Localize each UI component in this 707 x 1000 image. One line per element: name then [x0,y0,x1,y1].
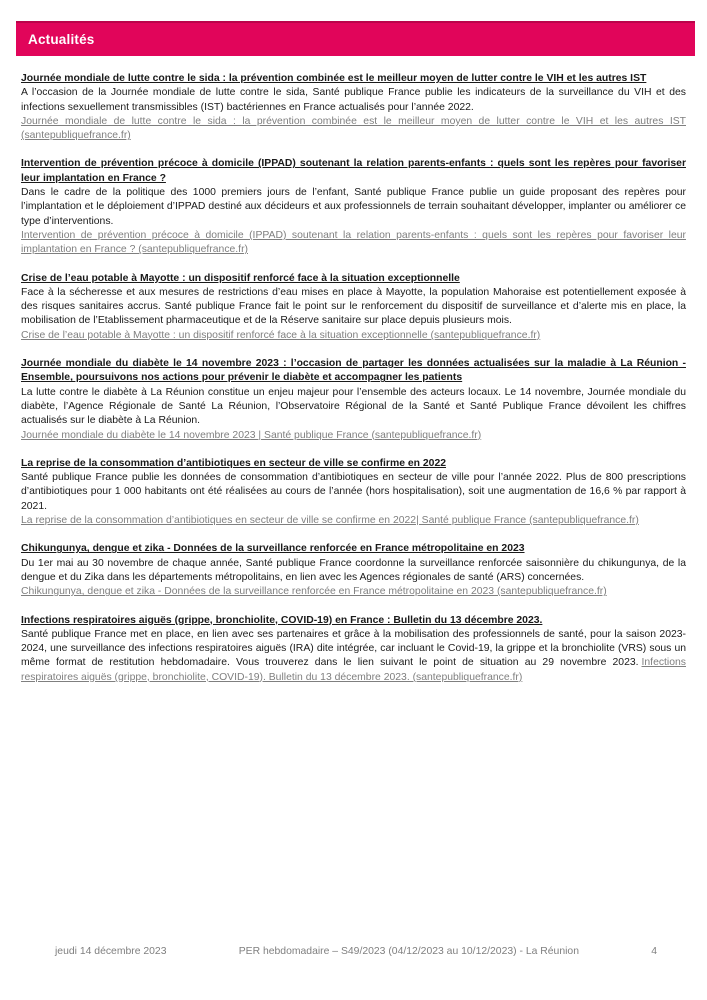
news-item [21,72,686,143]
news-item-body-text: A l’occasion de la Journée mondiale de lutte contre le sida, Santé publique France publie les indicateurs de la surveillance du VIH et des infections sexuellement transmissibles (IST) bactériennes en France actualisés pour l’année 2022. [21,87,686,113]
news-item-body [21,628,686,685]
news-item-body [21,286,686,329]
news-item-body [21,86,686,115]
news-item-title: Crise de l’eau potable à Mayotte : un dispositif renforcé face à la situation exceptionnelle [21,272,460,284]
page-footer [21,945,686,959]
section-banner-title: Actualités [28,32,95,47]
news-item [21,542,686,599]
footer-date: jeudi 14 décembre 2023 [55,946,167,957]
news-item-inline-link[interactable]: Infections respiratoires aiguës (grippe, bronchiolite, COVID-19). Bulletin du 13 décembre 2023. (santepubliquefrance.fr) [21,657,686,683]
news-item-link[interactable]: La reprise de la consommation d’antibiotiques en secteur de ville se confirme en 2022| Santé publique France (santepubliquefrance.fr) [21,515,639,527]
footer-document-title: PER hebdomadaire – S49/2023 (04/12/2023 au 10/12/2023) - La Réunion [238,946,579,957]
news-item-link[interactable]: Journée mondiale du diabète le 14 novembre 2023 | Santé publique France (santepubliquefrance.fr) [21,429,482,441]
news-item-body [21,186,686,229]
news-item-body [21,386,686,429]
news-item-link[interactable]: Intervention de prévention précoce à domicile (IPPAD) soutenant la relation parents-enfants : quels sont les repères pour favoriser leur implantation en France ? (santepubliquefrance.fr) [21,229,686,256]
news-item [21,157,686,257]
news-item [21,614,686,685]
news-item-link[interactable]: Chikungunya, dengue et zika - Données de la surveillance renforcée en France métropolitaine en 2023 (santepubliquefrance.fr) [21,586,607,598]
news-item [21,272,686,343]
news-item-link[interactable]: Crise de l’eau potable à Mayotte : un dispositif renforcé face à la situation exceptionnelle (santepubliquefrance.fr) [21,329,541,341]
footer-page-number: 4 [651,946,657,957]
news-item [21,457,686,528]
news-item-link[interactable]: Journée mondiale de lutte contre le sida : la prévention combinée est le meilleur moyen de lutter contre le VIH et les autres IST (santepubliquefrance.fr) [21,115,686,142]
news-item [21,357,686,443]
news-item-title: Chikungunya, dengue et zika - Données de la surveillance renforcée en France métropolitaine en 2023 [21,543,525,555]
news-item-title: Journée mondiale de lutte contre le sida : la prévention combinée est le meilleur moyen de lutter contre le VIH et les autres IST [21,73,647,84]
news-item-body-text: Santé publique France publie les données de consommation d’antibiotiques en secteur de ville pour l’année 2022. Plus de 800 prescriptions d’antibiotiques pour 1 000 habitants ont été réalisées au cours de l’année (hors hospitalisation), soit une augmentation de 16,6 % par rapport à 2021. [21,472,686,512]
news-item-body-text: Dans le cadre de la politique des 1000 premiers jours de l’enfant, Santé publique France publie un guide proposant des repères pour l’implantation et le déploiement d’IPPAD destiné aux décideurs et aux professionnels de terrain souhaitant développer, implanter ou améliorer ce type d’interventions. [21,187,686,227]
actualites-section-banner [16,21,695,56]
news-item-title: Intervention de prévention précoce à domicile (IPPAD) soutenant la relation parents-enfants : quels sont les repères pour favoriser leur implantation en France ? [21,158,686,184]
news-item-body-text: Du 1er mai au 30 novembre de chaque année, Santé publique France coordonne la surveillance renforcée saisonnière du chikungunya, de la dengue et du Zika dans les départements métropolitains, en lien avec les Agences régionales de santé (ARS) concernées. [21,557,686,583]
news-item-title: Infections respiratoires aiguës (grippe, bronchiolite, COVID-19) en France : Bulletin du 13 décembre 2023. [21,614,543,626]
news-item-body-text: Face à la sécheresse et aux mesures de restrictions d’eau mises en place à Mayotte, la population Mahoraise est potentiellement exposée à des risques sanitaires accrus. Santé publique France fait le point sur le renforcement du dispositif de surveillance et d’alerte mis en place, la mobilisation de l’Etablissement pharmaceutique et de la Réserve sanitaire sur place depuis plusieurs mois. [21,286,686,327]
news-item-title: La reprise de la consommation d’antibiotiques en secteur de ville se confirme en 2022 [21,457,447,469]
news-item-title: Journée mondiale du diabète le 14 novembre 2023 : l’occasion de partager les données actualisées sur la maladie à La Réunion - Ensemble, poursuivons nos actions pour prévenir le diabète et accompagner les patients [21,358,686,384]
news-item-body [21,471,686,514]
news-item-body-text: Santé publique France met en place, en lien avec ses partenaires et grâce à la mobilisation des professionnels de santé, pour la saison 2023-2024, une surveillance des infections respiratoires aiguës (IRA) dite intégrée, car incluant le Covid-19, la grippe et la bronchiolite (VRS) sous un même format de restitution hebdomadaire. Vous trouverez dans le lien suivant le point de situation au 29 novembre 2023. [21,628,686,669]
news-item-body-text: La lutte contre le diabète à La Réunion constitue un enjeu majeur pour l’ensemble des acteurs locaux. Le 14 novembre, Journée mondiale du diabète, l’Agence Régionale de Santé La Réunion, l’Observatoire Régional de la Santé et Santé Publique France dévoilent les chiffres actualisés sur le diabète à La Réunion. [21,386,686,427]
news-item-body [21,557,686,586]
news-list [21,72,686,699]
